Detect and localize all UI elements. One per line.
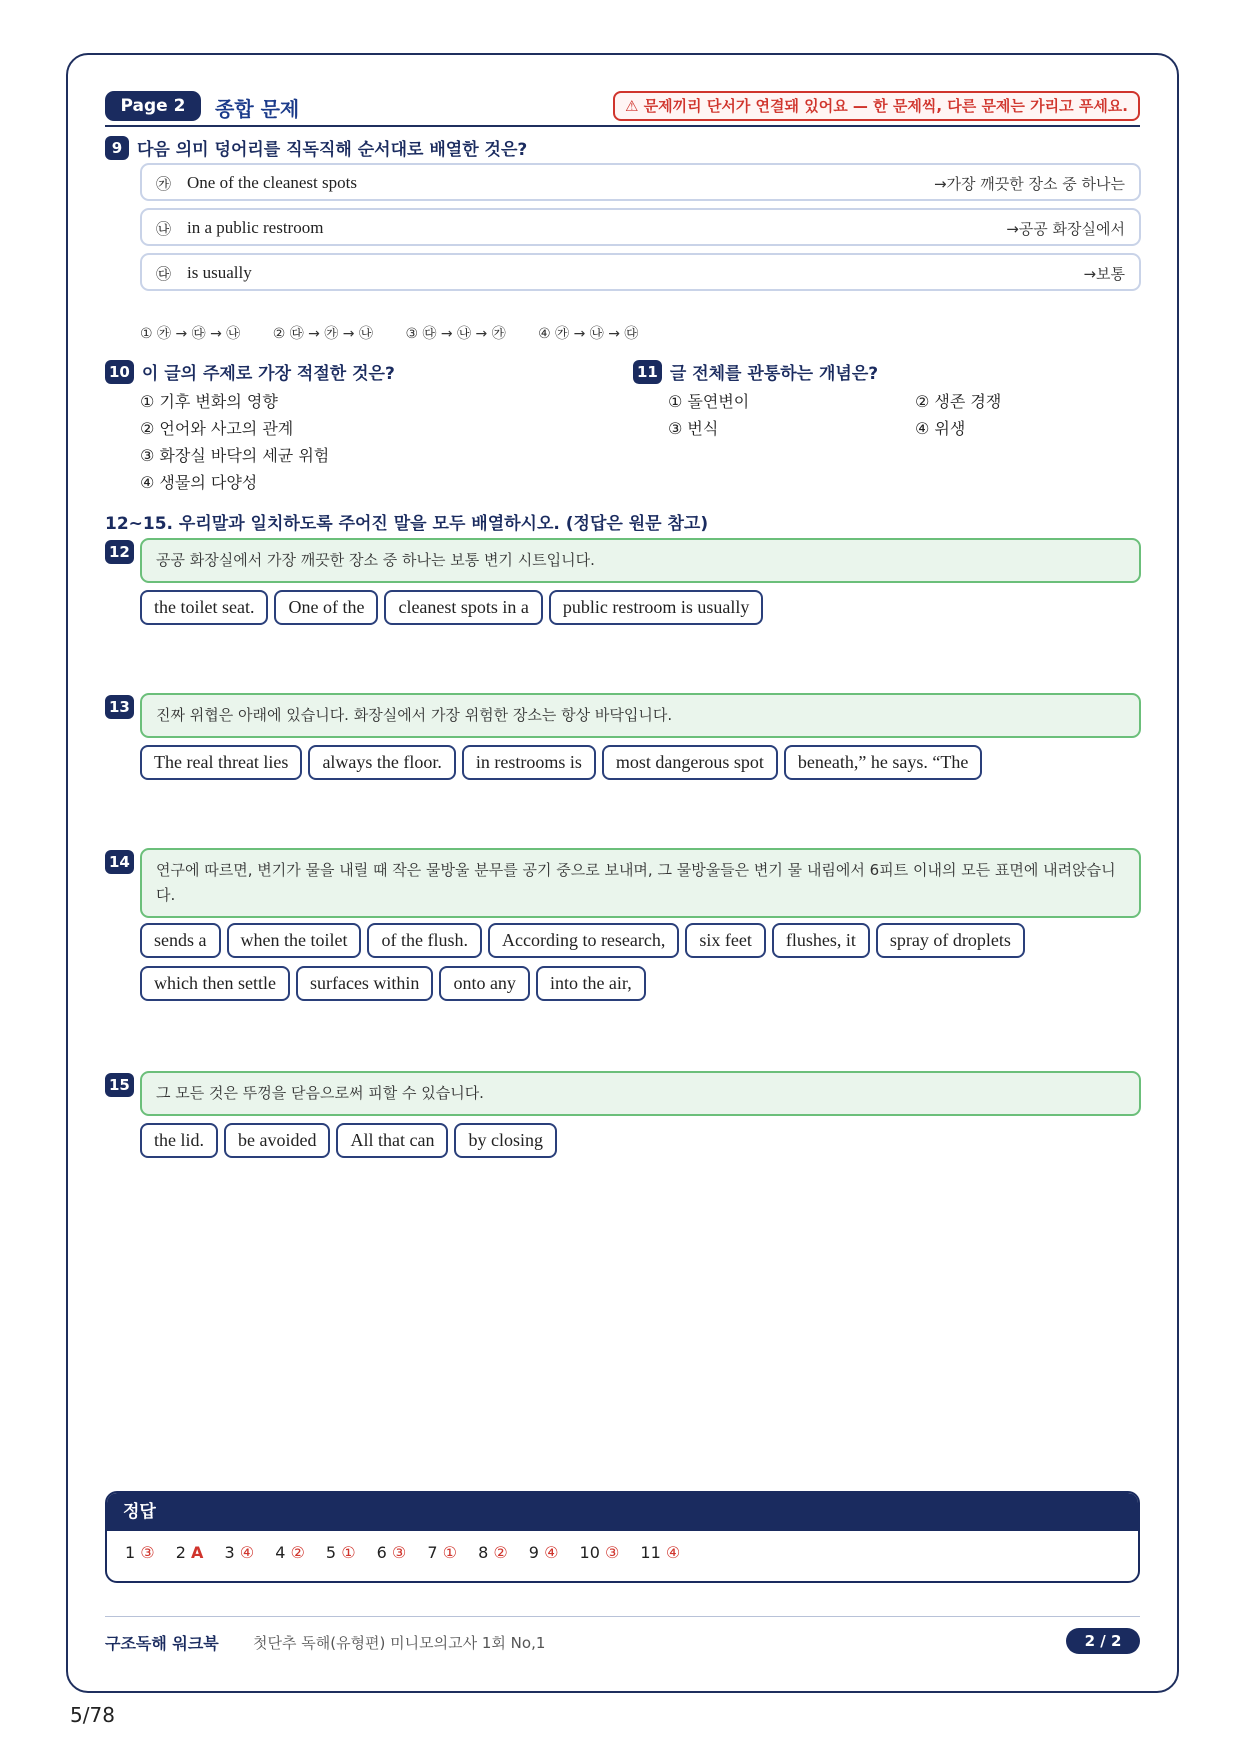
word-chip[interactable]: sends a [140, 923, 221, 958]
q10-option-1[interactable]: ① 기후 변화의 영향 [140, 392, 278, 411]
word-chip[interactable]: One of the [274, 590, 378, 625]
question-number: 10 [105, 360, 134, 384]
question-12-heading [105, 540, 134, 564]
question-number: 14 [105, 850, 134, 874]
page-label-badge: Page 2 [105, 91, 201, 121]
answer-item: 1 ③ [125, 1543, 155, 1562]
answer-item: 7 ① [427, 1543, 457, 1562]
document-page-counter: 5/78 [70, 1703, 115, 1727]
answer-key-panel [105, 1491, 1140, 1583]
q11-option-4[interactable]: ④ 위생 [915, 419, 966, 438]
answer-item: 6 ③ [376, 1543, 407, 1562]
question-10-heading [105, 359, 395, 384]
answer-item: 10 ③ [579, 1543, 620, 1562]
warning-banner: ⚠ 문제끼리 단서가 연결돼 있어요 — 한 문제씩, 다른 문제는 가리고 푸세요. [613, 91, 1140, 121]
word-chip[interactable]: six feet [685, 923, 765, 958]
q9-option-4[interactable]: ④ ㉮ → ㉯ → ㉰ [538, 326, 639, 342]
word-chip-group [140, 745, 1141, 780]
korean-sentence-box: 연구에 따르면, 변기가 물을 내릴 때 작은 물방울 분무를 공기 중으로 보내며, 그 물방울들은 변기 물 내림에서 6피트 이내의 모든 표면에 내려앉습니다. [140, 848, 1141, 918]
chunk-korean: →공공 화장실에서 [1006, 220, 1125, 238]
q11-option-1[interactable]: ① 돌연변이 [668, 392, 750, 411]
word-chip[interactable]: always the floor. [308, 745, 455, 780]
korean-sentence-box: 공공 화장실에서 가장 깨끗한 장소 중 하나는 보통 변기 시트입니다. [140, 538, 1141, 583]
question-number: 11 [633, 360, 662, 384]
page-header [105, 91, 1140, 127]
word-chip[interactable]: public restroom is usually [549, 590, 763, 625]
question-text: 글 전체를 관통하는 개념은? [669, 364, 879, 384]
word-chip[interactable]: be avoided [224, 1123, 330, 1158]
answer-item: 8 ② [478, 1543, 508, 1562]
word-chip[interactable]: surfaces within [296, 966, 433, 1001]
word-chip-group [140, 1123, 1141, 1158]
word-chip[interactable]: onto any [439, 966, 530, 1001]
word-chip[interactable]: when the toilet [227, 923, 362, 958]
question-number: 12 [105, 540, 134, 564]
question-14-heading [105, 850, 134, 874]
word-chip[interactable]: cleanest spots in a [384, 590, 542, 625]
word-chip[interactable]: of the flush. [367, 923, 481, 958]
word-chip[interactable]: According to research, [488, 923, 679, 958]
q9-option-1[interactable]: ① ㉮ → ㉰ → ㉯ [140, 326, 241, 342]
korean-sentence-box: 진짜 위협은 아래에 있습니다. 화장실에서 가장 위험한 장소는 항상 바닥입니다. [140, 693, 1141, 738]
answer-item: 4 ② [275, 1543, 305, 1562]
word-chip[interactable]: beneath,” he says. “The [784, 745, 982, 780]
q10-option-2[interactable]: ② 언어와 사고의 관계 [140, 419, 294, 438]
word-chip[interactable]: the lid. [140, 1123, 218, 1158]
word-chip[interactable]: in restrooms is [462, 745, 596, 780]
footer-page-badge: 2 / 2 [1066, 1628, 1140, 1654]
answer-item: 5 ① [325, 1543, 356, 1562]
page-title: 종합 문제 [215, 97, 300, 121]
chunk-mark: ㉰ [156, 265, 172, 283]
chunk-english: in a public restroom [187, 218, 324, 237]
worksheet-page [66, 53, 1179, 1693]
word-chip[interactable]: All that can [336, 1123, 448, 1158]
chunk-english: One of the cleanest spots [187, 173, 357, 192]
q9-option-2[interactable]: ② ㉰ → ㉮ → ㉯ [272, 326, 373, 342]
answer-key-list [107, 1531, 1138, 1562]
q11-option-3[interactable]: ③ 번식 [668, 419, 719, 438]
q9-chunk-row [140, 208, 1141, 246]
word-chip[interactable]: The real threat lies [140, 745, 302, 780]
q9-options [140, 323, 666, 343]
word-chip-group [140, 923, 1141, 1001]
word-chip-group [140, 590, 1141, 625]
footer-brand: 구조독해 워크북 [105, 1634, 219, 1653]
word-chip[interactable]: the toilet seat. [140, 590, 268, 625]
question-number: 13 [105, 695, 134, 719]
answer-key-title: 정답 [107, 1493, 1138, 1531]
question-13-heading [105, 695, 134, 719]
chunk-korean: →가장 깨끗한 장소 중 하나는 [933, 175, 1125, 193]
answer-item: 9 ④ [528, 1543, 559, 1562]
question-number: 15 [105, 1073, 134, 1097]
question-text: 다음 의미 덩어리를 직독직해 순서대로 배열한 것은? [137, 140, 528, 160]
section-title: 12~15. 우리말과 일치하도록 주어진 말을 모두 배열하시오. (정답은 원문 참고) [105, 514, 709, 534]
word-chip[interactable]: which then settle [140, 966, 290, 1001]
q11-option-2[interactable]: ② 생존 경쟁 [915, 392, 1002, 411]
q10-option-4[interactable]: ④ 생물의 다양성 [140, 473, 258, 492]
worksheet-content [105, 55, 1140, 1691]
q10-option-3[interactable]: ③ 화장실 바닥의 세균 위험 [140, 446, 330, 465]
chunk-mark: ㉯ [156, 220, 172, 238]
question-11-heading [633, 359, 878, 384]
page-footer [105, 1616, 1140, 1660]
korean-sentence-box: 그 모든 것은 뚜껑을 닫음으로써 피할 수 있습니다. [140, 1071, 1141, 1116]
word-chip[interactable]: flushes, it [772, 923, 870, 958]
question-15-heading [105, 1073, 134, 1097]
answer-item: 11 ④ [640, 1543, 681, 1562]
q9-chunk-row [140, 163, 1141, 201]
footer-subtitle: 첫단추 독해(유형편) 미니모의고사 1회 No,1 [253, 1634, 546, 1652]
chunk-mark: ㉮ [156, 175, 172, 193]
question-text: 이 글의 주제로 가장 적절한 것은? [141, 364, 395, 384]
answer-item: 3 ④ [224, 1543, 255, 1562]
word-chip[interactable]: most dangerous spot [602, 745, 778, 780]
q9-option-3[interactable]: ③ ㉰ → ㉯ → ㉮ [405, 326, 506, 342]
question-9-heading [105, 135, 527, 160]
q9-chunk-row [140, 253, 1141, 291]
word-chip[interactable]: spray of droplets [876, 923, 1025, 958]
question-number: 9 [105, 136, 129, 160]
word-chip[interactable]: by closing [454, 1123, 557, 1158]
word-chip[interactable]: into the air, [536, 966, 646, 1001]
chunk-korean: →보통 [1083, 265, 1125, 283]
answer-item: 2 A [175, 1543, 204, 1562]
chunk-english: is usually [187, 263, 252, 282]
